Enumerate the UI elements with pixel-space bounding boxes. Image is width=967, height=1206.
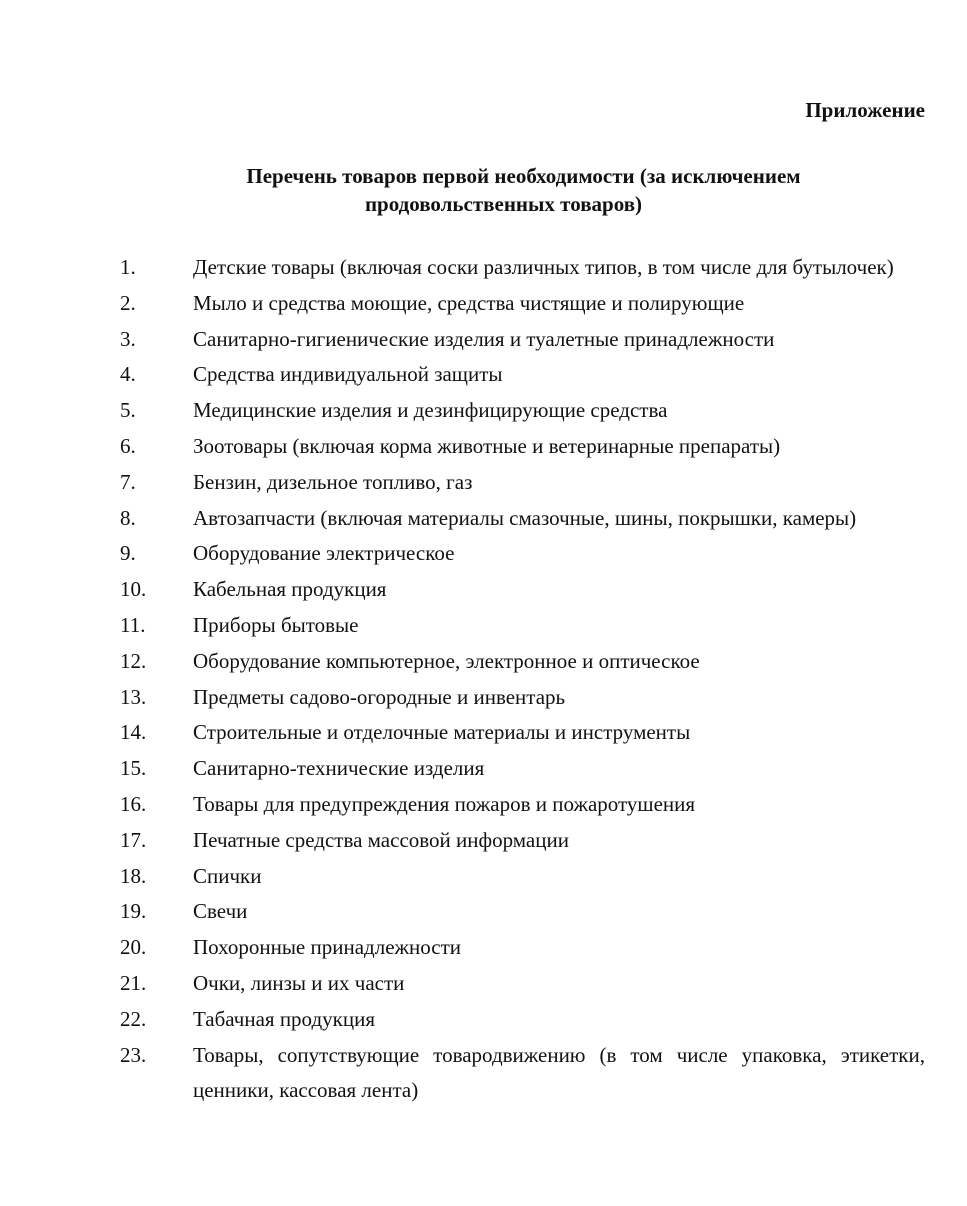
item-text: Автозапчасти (включая материалы смазочные, шины, покрышки, камеры) bbox=[193, 505, 857, 530]
list-item bbox=[0, 393, 967, 429]
item-number: 21. bbox=[120, 970, 147, 995]
item-text: Зоотовары (включая корма животные и ветеринарные препараты) bbox=[193, 433, 781, 458]
item-text: Средства индивидуальной защиты bbox=[193, 362, 503, 387]
list-item bbox=[0, 680, 967, 716]
item-number: 5. bbox=[120, 398, 136, 423]
list-item bbox=[0, 644, 967, 680]
item-text: Товары для предупреждения пожаров и пожаротушения bbox=[193, 791, 696, 816]
goods-list bbox=[0, 250, 967, 1109]
item-text: Строительные и отделочные материалы и инструменты bbox=[193, 720, 691, 745]
item-number: 19. bbox=[120, 899, 147, 924]
list-item bbox=[0, 465, 967, 501]
item-number: 17. bbox=[120, 827, 147, 852]
item-text: Свечи bbox=[193, 899, 248, 924]
document-title bbox=[0, 162, 967, 218]
item-text: Товары, сопутствующие товародвижению (в том числе упаковка, этикетки, ценники, кассовая лента) bbox=[193, 1042, 925, 1103]
list-item bbox=[0, 751, 967, 787]
list-item bbox=[0, 536, 967, 572]
item-text: Медицинские изделия и дезинфицирующие средства bbox=[193, 398, 668, 423]
item-number: 22. bbox=[120, 1006, 147, 1031]
item-number: 10. bbox=[120, 577, 147, 602]
item-number: 18. bbox=[120, 863, 147, 888]
list-item bbox=[0, 357, 967, 393]
list-item bbox=[0, 286, 967, 322]
item-text: Спички bbox=[193, 863, 262, 888]
list-item bbox=[0, 250, 967, 286]
item-number: 20. bbox=[120, 935, 147, 960]
item-number: 16. bbox=[120, 791, 147, 816]
item-number: 3. bbox=[120, 326, 136, 351]
list-item bbox=[0, 787, 967, 823]
item-text: Кабельная продукция bbox=[193, 577, 387, 602]
item-text: Мыло и средства моющие, средства чистящие и полирующие bbox=[193, 290, 745, 315]
item-text: Санитарно-технические изделия bbox=[193, 756, 485, 781]
list-item bbox=[0, 894, 967, 930]
item-number: 8. bbox=[120, 505, 136, 530]
document-title-line-2: продовольственных товаров) bbox=[364, 192, 643, 216]
list-item bbox=[0, 715, 967, 751]
item-number: 4. bbox=[120, 362, 136, 387]
item-number: 6. bbox=[120, 433, 136, 458]
item-number: 7. bbox=[120, 469, 136, 494]
list-item bbox=[0, 322, 967, 358]
item-number: 14. bbox=[120, 720, 147, 745]
list-item bbox=[0, 501, 967, 537]
item-number: 13. bbox=[120, 684, 147, 709]
item-number: 9. bbox=[120, 541, 136, 566]
list-item bbox=[0, 572, 967, 608]
list-item bbox=[0, 429, 967, 465]
item-number: 15. bbox=[120, 756, 147, 781]
document-title-line-1: Перечень товаров первой необходимости (за исключением bbox=[246, 164, 801, 188]
item-text: Оборудование компьютерное, электронное и оптическое bbox=[193, 648, 700, 673]
list-item bbox=[0, 1002, 967, 1038]
item-number: 2. bbox=[120, 290, 136, 315]
item-number: 12. bbox=[120, 648, 147, 673]
list-item bbox=[0, 608, 967, 644]
list-item bbox=[0, 859, 967, 895]
item-text: Очки, линзы и их части bbox=[193, 970, 405, 995]
list-item bbox=[0, 1038, 967, 1110]
list-item bbox=[0, 930, 967, 966]
list-item bbox=[0, 823, 967, 859]
list-item bbox=[0, 966, 967, 1002]
item-text: Печатные средства массовой информации bbox=[193, 827, 569, 852]
item-text: Табачная продукция bbox=[193, 1006, 375, 1031]
item-number: 1. bbox=[120, 255, 136, 279]
item-number: 11. bbox=[120, 612, 146, 637]
item-text: Похоронные принадлежности bbox=[193, 935, 462, 960]
item-number: 23. bbox=[120, 1042, 147, 1067]
appendix-label: Приложение bbox=[805, 98, 925, 122]
item-text: Предметы садово-огородные и инвентарь bbox=[193, 684, 566, 709]
item-text: Оборудование электрическое bbox=[193, 541, 455, 566]
item-text: Приборы бытовые bbox=[193, 612, 359, 637]
item-text: Санитарно-гигиенические изделия и туалетные принадлежности bbox=[193, 326, 775, 351]
item-text: Бензин, дизельное топливо, газ bbox=[193, 469, 473, 494]
item-text: Детские товары (включая соски различных типов, в том числе для бутылочек) bbox=[193, 255, 894, 279]
